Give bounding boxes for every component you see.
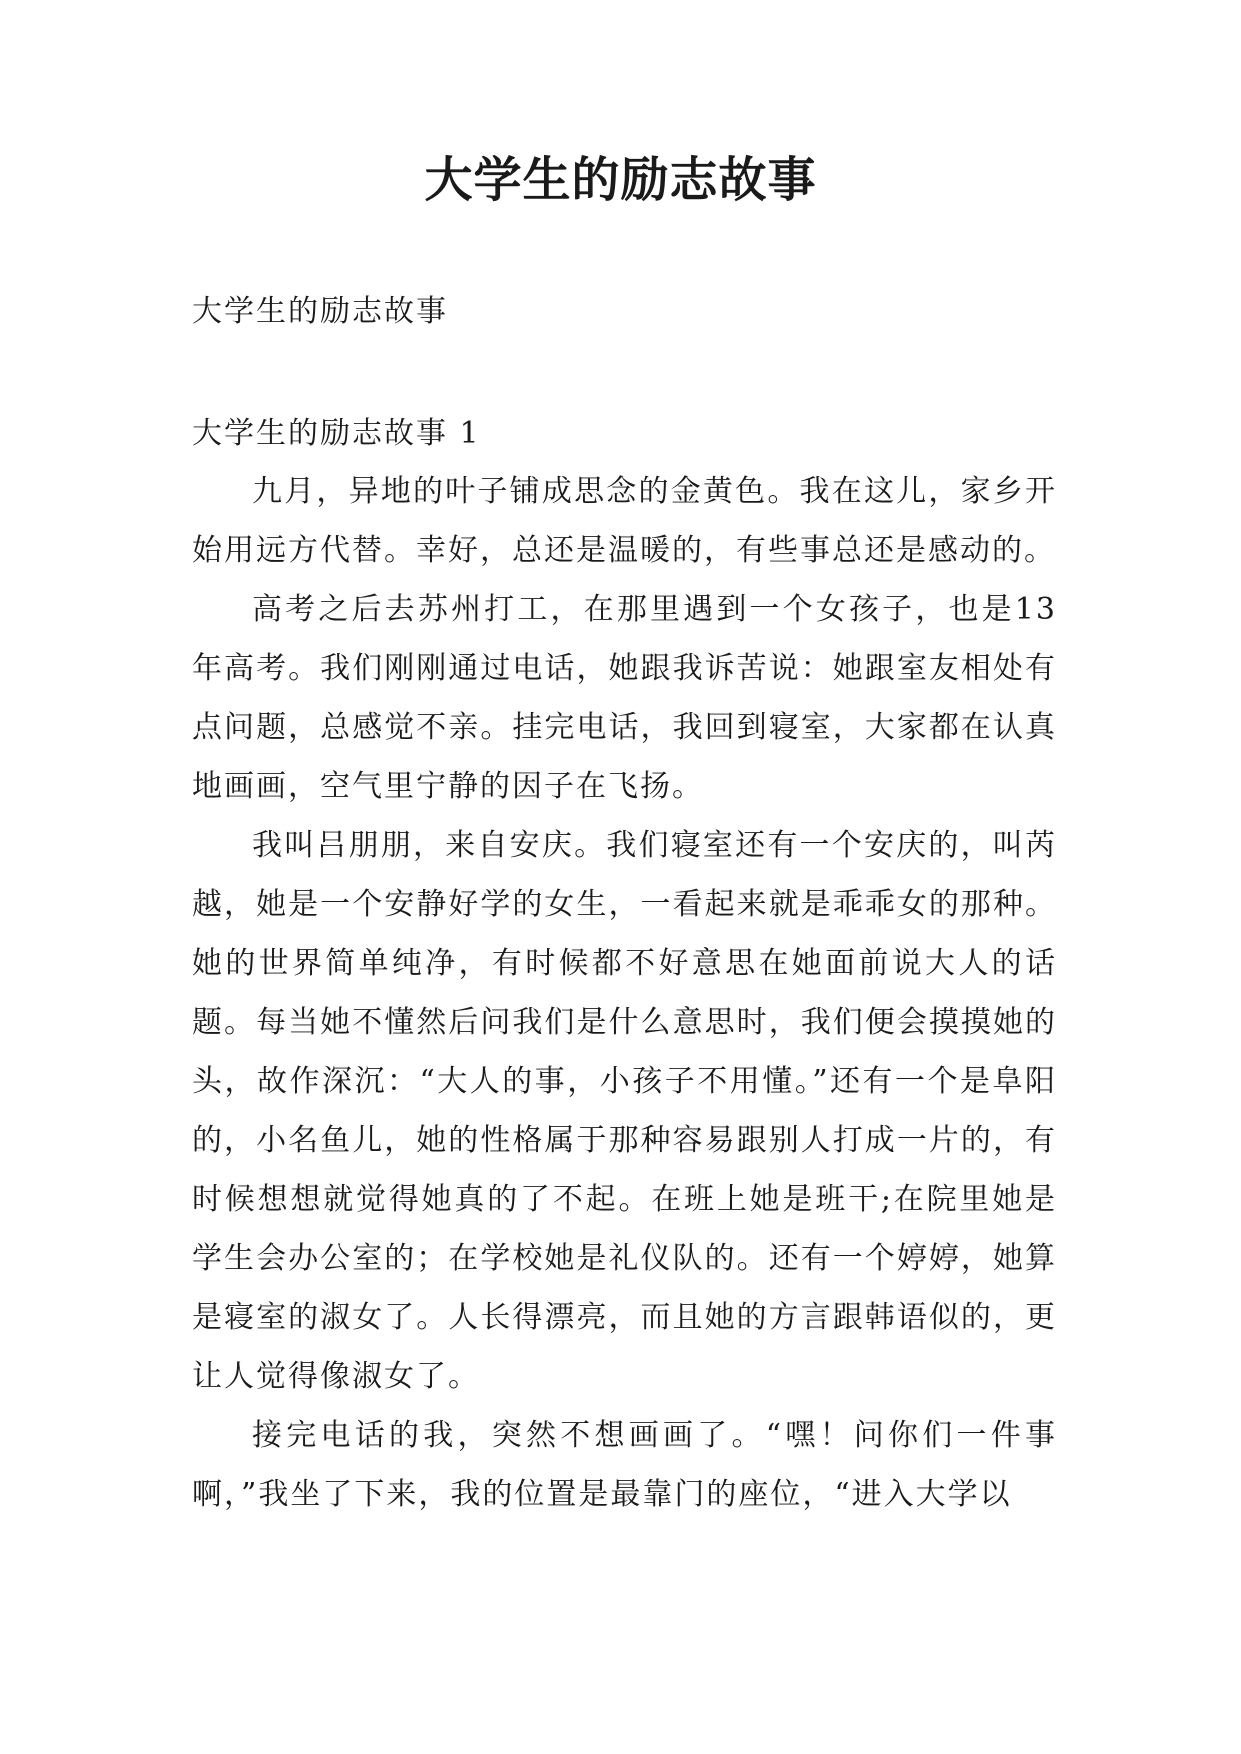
paragraph: 九月，异地的叶子铺成思念的金黄色。我在这儿，家乡开始用远方代替。幸好，总还是温暖的，有些事总还是感动的。 — [192, 474, 1057, 568]
article-body — [192, 462, 1057, 1524]
document-title: 大学生的励志故事 — [424, 152, 817, 208]
paragraph: 我叫吕朋朋，来自安庆。我们寝室还有一个安庆的，叫芮越，她是一个安静好学的女生，一看起来就是乖乖女的那种。她的世界简单纯净，有时候都不好意思在她面前说大人的话题。每当她不懂然后问我们是什么意思时，我们便会摸摸她的头，故作深沉：“大人的事，小孩子不用懂。”还有一个是阜阳的，小名鱼儿，她的性格属于那种容易跟别人打成一片的，有时候想想就觉得她真的了不起。在班上她是班干;在院里她是学生会办公室的；在学校她是礼仪队的。还有一个婷婷，她算是寝室的淑女了。人长得漂亮，而且她的方言跟韩语似的，更让人觉得像淑女了。 — [192, 828, 1057, 1394]
paragraph: 接完电话的我，突然不想画画了。“嘿！问你们一件事啊，”我坐了下来，我的位置是最靠门的座位，“进入大学以 — [192, 1418, 1057, 1512]
section-heading: 大学生的励志故事 1 — [192, 416, 481, 451]
document-subtitle: 大学生的励志故事 — [192, 294, 448, 329]
paragraph: 高考之后去苏州打工，在那里遇到一个女孩子，也是13年高考。我们刚刚通过电话，她跟我诉苦说：她跟室友相处有点问题，总感觉不亲。挂完电话，我回到寝室，大家都在认真地画画，空气里宁静的因子在飞扬。 — [192, 592, 1057, 804]
